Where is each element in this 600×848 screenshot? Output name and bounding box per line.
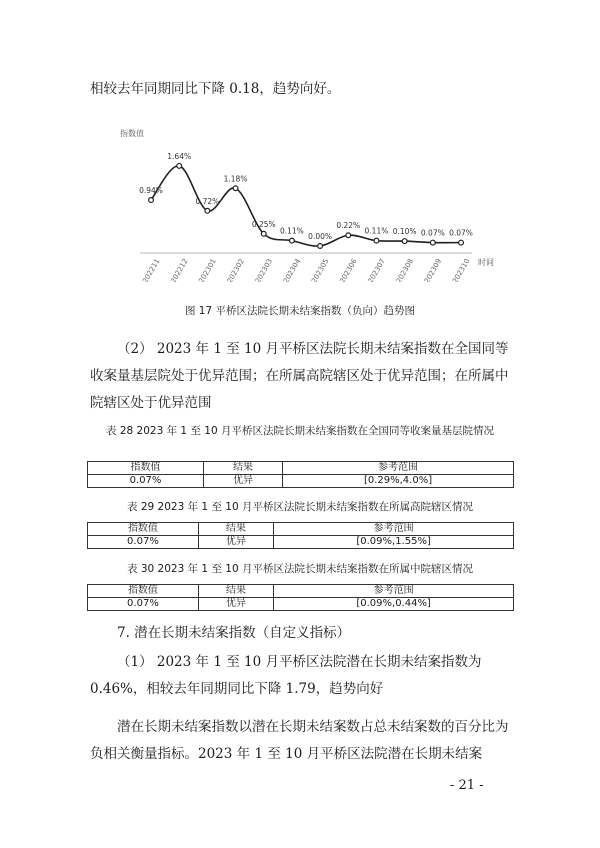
x-axis-label: 时间	[478, 258, 494, 267]
data-label: 0.00%	[308, 232, 333, 241]
series-group	[139, 152, 473, 282]
data-label: 0.11%	[364, 226, 389, 236]
x-tick-label: 202308	[394, 257, 416, 282]
data-point	[346, 233, 351, 238]
top-paragraph: 相较去年同期同比下降 0.18，趋势向好。	[90, 81, 341, 97]
x-tick-label: 202306	[338, 257, 359, 282]
paragraph-2: （2） 2023 年 1 至 10 月平桥区法院长期未结案指数在全国同等收案量基层院处于优异范围；在所属高院辖区处于优异范围；在所属中院辖区处于优异范围	[90, 341, 509, 411]
chart-svg	[118, 122, 498, 282]
x-tick-label: 202301	[197, 257, 218, 282]
data-point	[205, 208, 210, 213]
data-point	[233, 186, 238, 191]
table-29-title: 表 29 2023 年 1 至 10 月平桥区法院长期未结案指数在所属高院辖区情况	[127, 501, 473, 513]
header-reference-range: 参考范围	[274, 523, 514, 536]
header-index-value: 指数值	[88, 523, 199, 536]
header-result: 结果	[198, 523, 273, 536]
table-30-title: 表 30 2023 年 1 至 10 月平桥区法院长期未结案指数在所属中院辖区情况	[127, 563, 473, 575]
data-label: 0.94%	[139, 186, 163, 196]
paragraph-7-1: （1） 2023 年 1 至 10 月平桥区法院潜在长期未结案指数为 0.46%，相较去年同期同比下降 1.79，趋势向好	[90, 654, 482, 697]
cell-result: 优异	[198, 598, 273, 611]
figure-caption: 图 17 平桥区法院长期未结案指数（负向）趋势图	[184, 305, 416, 317]
data-label: 0.72%	[195, 196, 220, 206]
data-point	[149, 198, 154, 203]
header-result: 结果	[204, 462, 283, 475]
x-tick-label: 202303	[253, 257, 275, 282]
page-number: - 21 -	[450, 778, 484, 793]
data-label: 1.18%	[223, 174, 248, 184]
cell-result: 优异	[204, 475, 283, 488]
data-point	[318, 244, 323, 249]
data-point	[430, 240, 435, 245]
data-point	[402, 239, 407, 244]
cell-index-value: 0.07%	[88, 598, 199, 611]
data-point	[290, 238, 295, 243]
data-point	[177, 163, 182, 168]
cell-reference-range: [0.29%,4.0%]	[283, 475, 514, 488]
header-index-value: 指数值	[88, 462, 204, 475]
x-tick-label: 202307	[366, 257, 387, 282]
x-tick-label: 202309	[422, 257, 444, 282]
data-point	[374, 238, 379, 243]
header-index-value: 指数值	[88, 585, 199, 598]
table-row	[88, 475, 514, 488]
y-axis-label: 指数值	[120, 129, 144, 138]
table-29	[87, 522, 514, 549]
cell-result: 优异	[198, 536, 273, 549]
x-tick-label: 202211	[141, 257, 162, 282]
table-header-row	[88, 585, 514, 598]
x-tick-label: 202305	[310, 257, 331, 282]
data-label: 0.10%	[392, 227, 417, 237]
cell-reference-range: [0.09%,1.55%]	[274, 536, 514, 549]
table-header-row	[88, 462, 514, 475]
cell-index-value: 0.07%	[88, 475, 204, 488]
data-point	[459, 240, 464, 245]
table-row	[88, 598, 514, 611]
table-30	[87, 584, 514, 611]
data-point	[261, 231, 266, 236]
header-result: 结果	[198, 585, 273, 598]
header-reference-range: 参考范围	[283, 462, 514, 475]
data-label: 0.11%	[279, 226, 304, 236]
table-28	[87, 461, 514, 488]
table-28-title: 表 28 2023 年 1 至 10 月平桥区法院长期未结案指数在全国同等收案量基层院情况	[106, 425, 494, 437]
data-label: 0.07%	[449, 228, 473, 238]
x-tick-label: 202302	[225, 257, 246, 282]
trend-chart	[118, 122, 498, 282]
section-7-heading: 7. 潜在长期未结案指数（自定义指标）	[117, 625, 351, 641]
x-tick-label: 202304	[282, 257, 303, 282]
data-label: 0.22%	[336, 221, 361, 231]
table-row	[88, 536, 514, 549]
data-label: 0.25%	[251, 219, 276, 229]
x-tick-label: 202212	[169, 257, 190, 282]
data-label: 0.07%	[420, 228, 445, 238]
cell-index-value: 0.07%	[88, 536, 199, 549]
table-header-row	[88, 523, 514, 536]
paragraph-last: 潜在长期未结案指数以潜在长期未结案数占总未结案数的百分比为负相关衡量指标。2023 年 1 至 10 月平桥区法院潜在长期未结案	[90, 719, 509, 762]
data-label: 1.64%	[167, 151, 192, 161]
cell-reference-range: [0.09%,0.44%]	[274, 598, 514, 611]
x-tick-label: 202310	[451, 257, 472, 282]
header-reference-range: 参考范围	[274, 585, 514, 598]
